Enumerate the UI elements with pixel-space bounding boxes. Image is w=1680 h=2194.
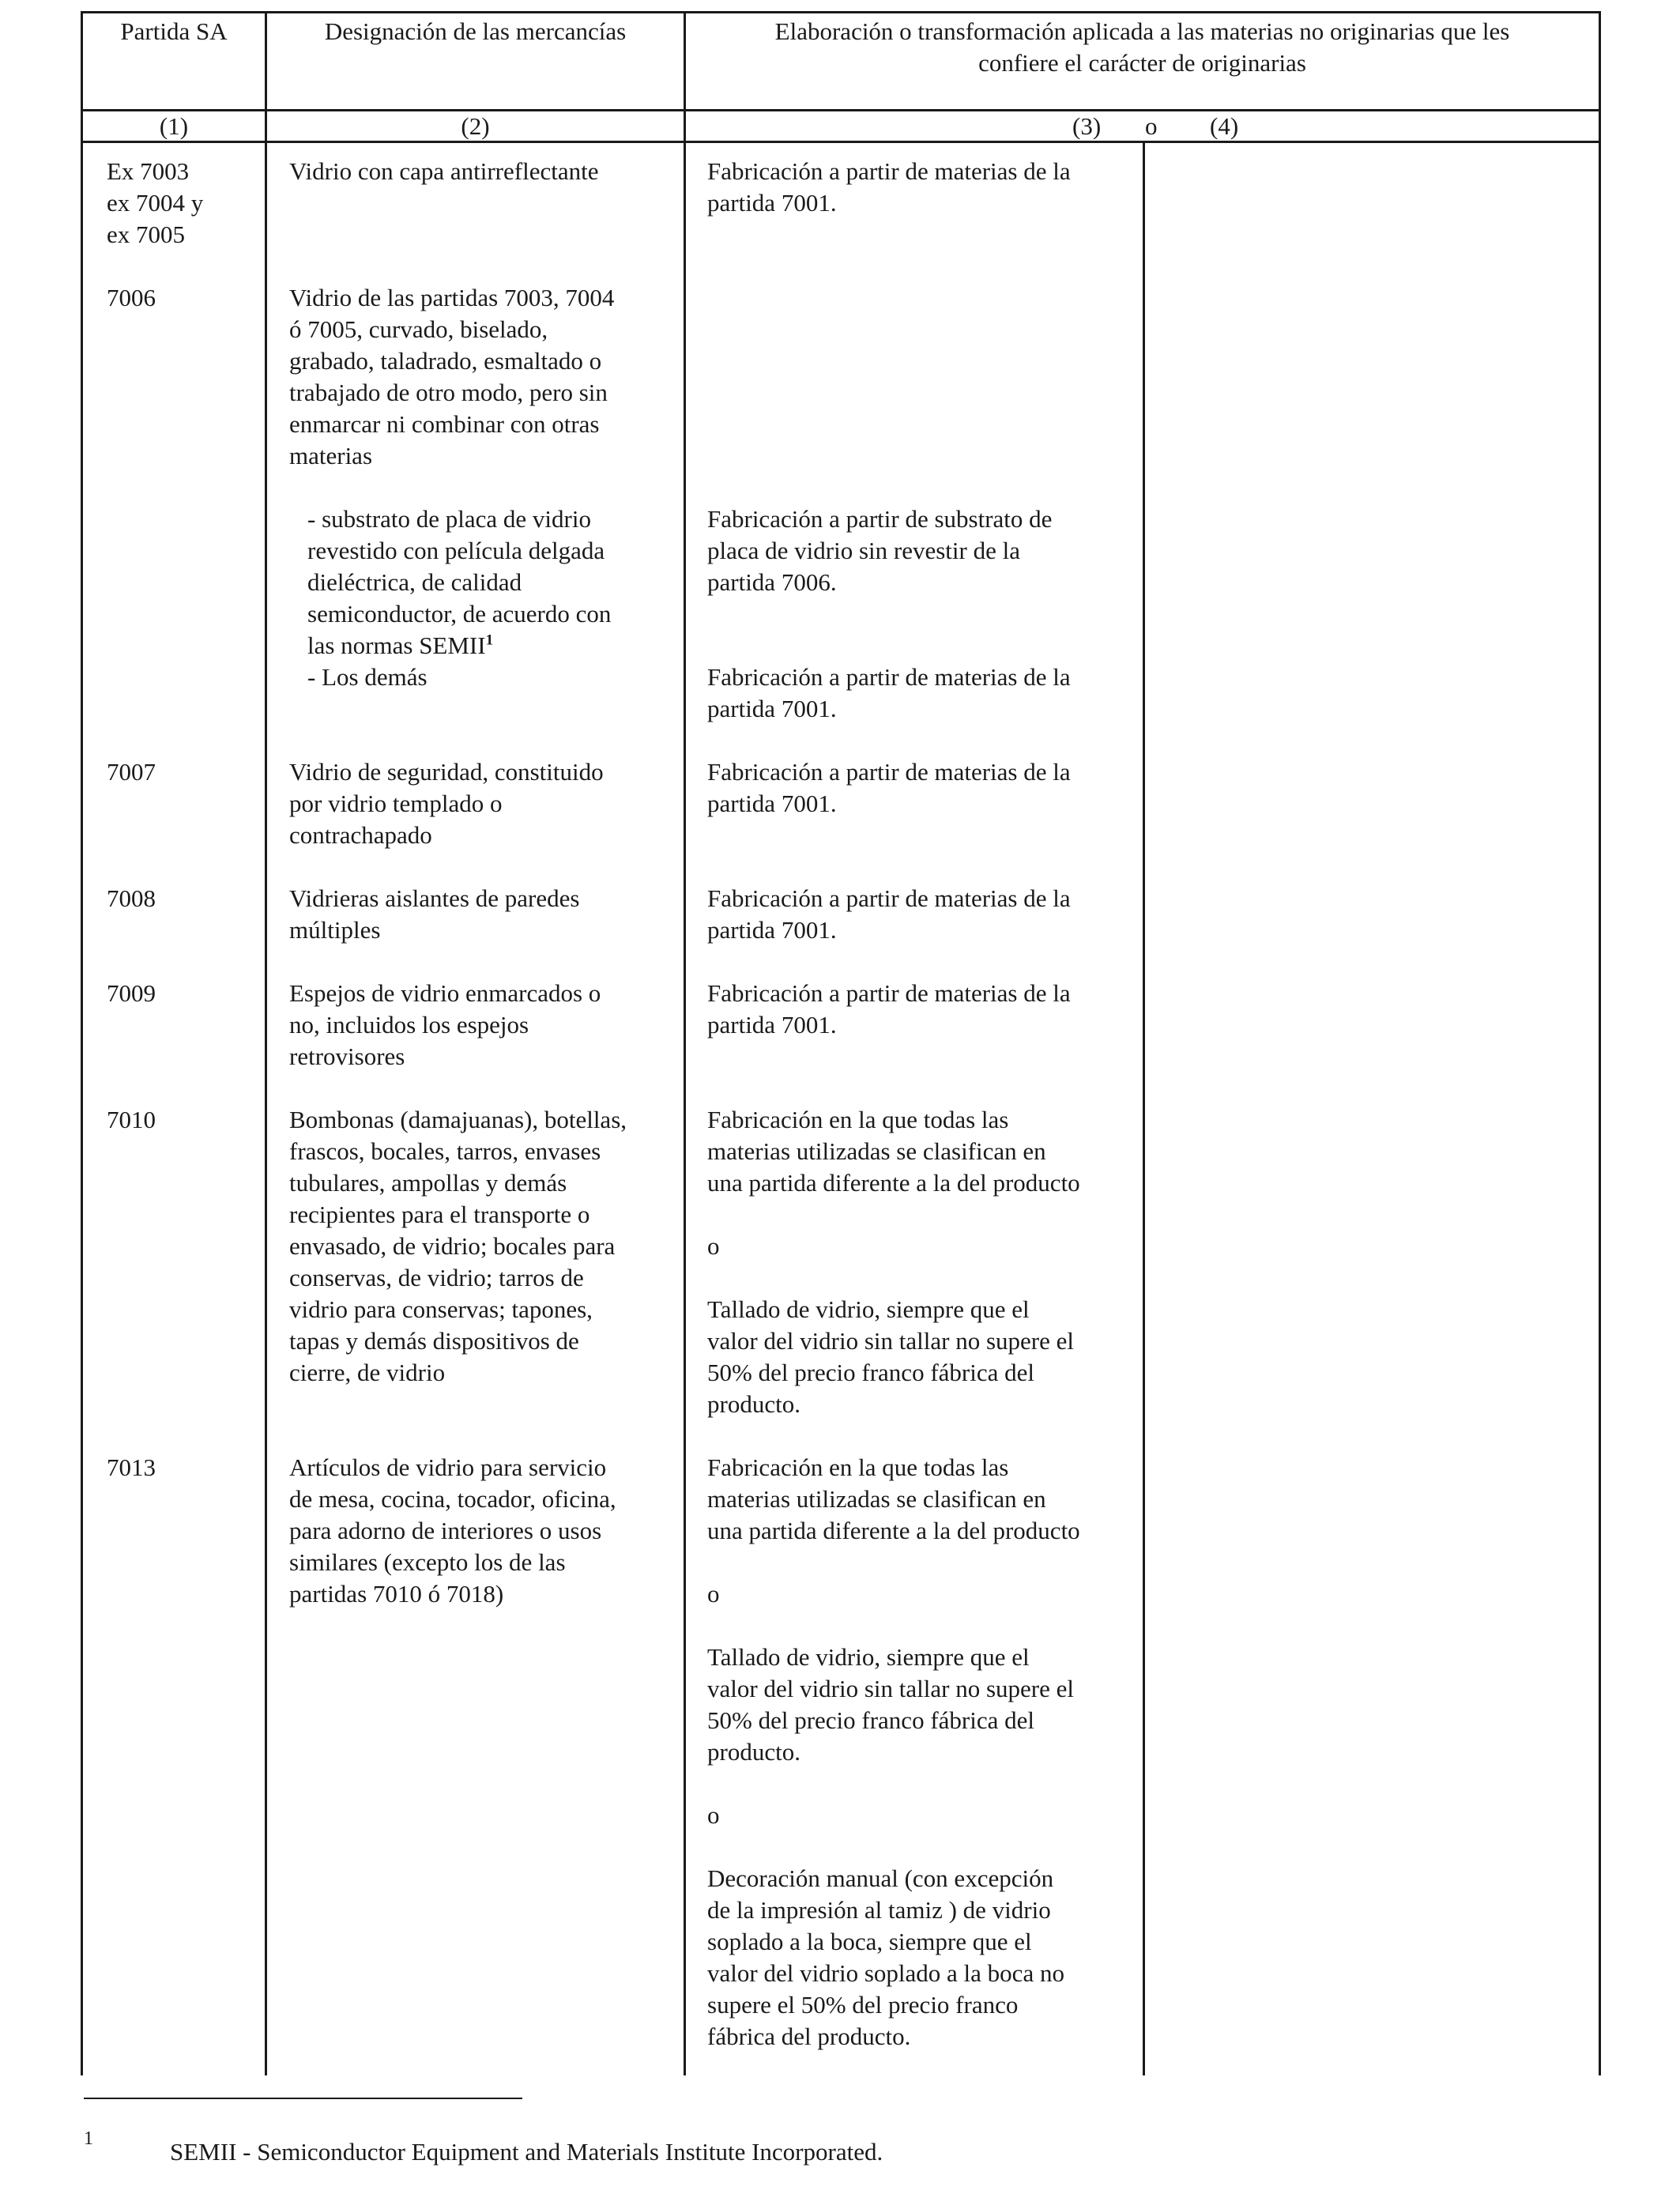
row-code: 7008 <box>107 884 156 912</box>
row-rule: Fabricación a partir de materias de la partida 7001. <box>707 663 1071 722</box>
row-rule: Fabricación a partir de substrato de placa de vidrio sin revestir de la partida 7006. <box>707 505 1053 596</box>
colnum-4: (4) <box>1210 112 1239 140</box>
row-code: 7006 <box>107 284 156 311</box>
row-rule: Fabricación en la que todas las materias utilizadas se clasifican en una partida diferente a la del producto o Tallado de vidrio, siempre que el valor del vidrio sin tallar no supere el 50% del precio franco fábrica del producto. <box>707 1106 1080 1418</box>
colnum-3: (3) <box>1072 112 1102 140</box>
header-designacion: Designación de las mercancías <box>324 17 627 45</box>
row-description: - Los demás <box>307 663 428 691</box>
header-partida-sa: Partida SA <box>120 17 228 45</box>
row-description: Espejos de vidrio enmarcados o no, incluidos los espejos retrovisores <box>289 979 601 1070</box>
row-rule: Fabricación a partir de materias de la partida 7001. <box>707 884 1071 944</box>
row-description: Artículos de vidrio para servicio de mesa, cocina, tocador, oficina, para adorno de interiores o usos similares (excepto los de las partidas 7010 ó 7018) <box>289 1453 616 1608</box>
row-code: 7009 <box>107 979 156 1007</box>
row-code: 7007 <box>107 758 156 786</box>
row-code: 7013 <box>107 1453 156 1481</box>
col3-divider <box>1143 143 1145 2075</box>
header-elaboracion-line1: Elaboración o transformación aplicada a las materias no originarias que les <box>774 17 1510 45</box>
table-right-border <box>1599 11 1601 2075</box>
header-elaboracion-line2: confiere el carácter de originarias <box>978 49 1306 77</box>
row-description: Vidrio de seguridad, constituido por vidrio templado o contrachapado <box>289 758 604 849</box>
footnote-separator <box>84 2098 522 2099</box>
footnote-mark: 1 <box>84 2128 93 2149</box>
row-rule: Fabricación a partir de materias de la partida 7001. <box>707 758 1071 817</box>
col1-divider <box>265 11 267 2075</box>
footnote-ref: 1 <box>485 631 494 649</box>
colnum-1: (1) <box>159 112 189 140</box>
substrato-text: - substrato de placa de vidrio revestido con película delgada dieléctrica, de calidad semiconductor, de acuerdo con las normas SEMII <box>307 505 612 659</box>
row-rule: Fabricación a partir de materias de la partida 7001. <box>707 157 1071 217</box>
table-left-border <box>81 11 83 2075</box>
footnote-text: SEMII - Semiconductor Equipment and Materials Institute Incorporated. <box>170 2138 883 2166</box>
table-top-border <box>81 11 1601 13</box>
row-rule: Fabricación en la que todas las materias utilizadas se clasifican en una partida diferente a la del producto o Tallado de vidrio, siempre que el valor del vidrio sin tallar no supere el 50% del precio franco fábrica del producto. o Decoración manual (con excepción de la impresión al tamiz ) de vidrio soplado a la boca, siempre que el valor del vidrio soplado a la boca no supere el 50% del precio franco fábrica del producto. <box>707 1453 1080 2050</box>
row-rule: Fabricación a partir de materias de la partida 7001. <box>707 979 1071 1039</box>
row-code: 7010 <box>107 1106 156 1133</box>
row-description: Vidrio con capa antirreflectante <box>289 157 599 185</box>
colnum-2: (2) <box>461 112 490 140</box>
col2-divider <box>684 11 686 2075</box>
row-description: Vidrio de las partidas 7003, 7004 ó 7005, curvado, biselado, grabado, taladrado, esmaltado o trabajado de otro modo, pero sin enmarcar ni combinar con otras materias <box>289 284 615 469</box>
row-description: Vidrieras aislantes de paredes múltiples <box>289 884 580 944</box>
row-description: Bombonas (damajuanas), botellas, frascos, bocales, tarros, envases tubulares, ampollas y demás recipientes para el transporte o envasado, de vidrio; bocales para conservas, de vidrio; tarros de vidrio para conservas; tapones, tapas y demás dispositivos de cierre, de vidrio <box>289 1106 627 1386</box>
colnum-or: o <box>1145 112 1158 140</box>
row-description <box>307 503 611 662</box>
row-code: Ex 7003 ex 7004 y ex 7005 <box>107 157 204 248</box>
